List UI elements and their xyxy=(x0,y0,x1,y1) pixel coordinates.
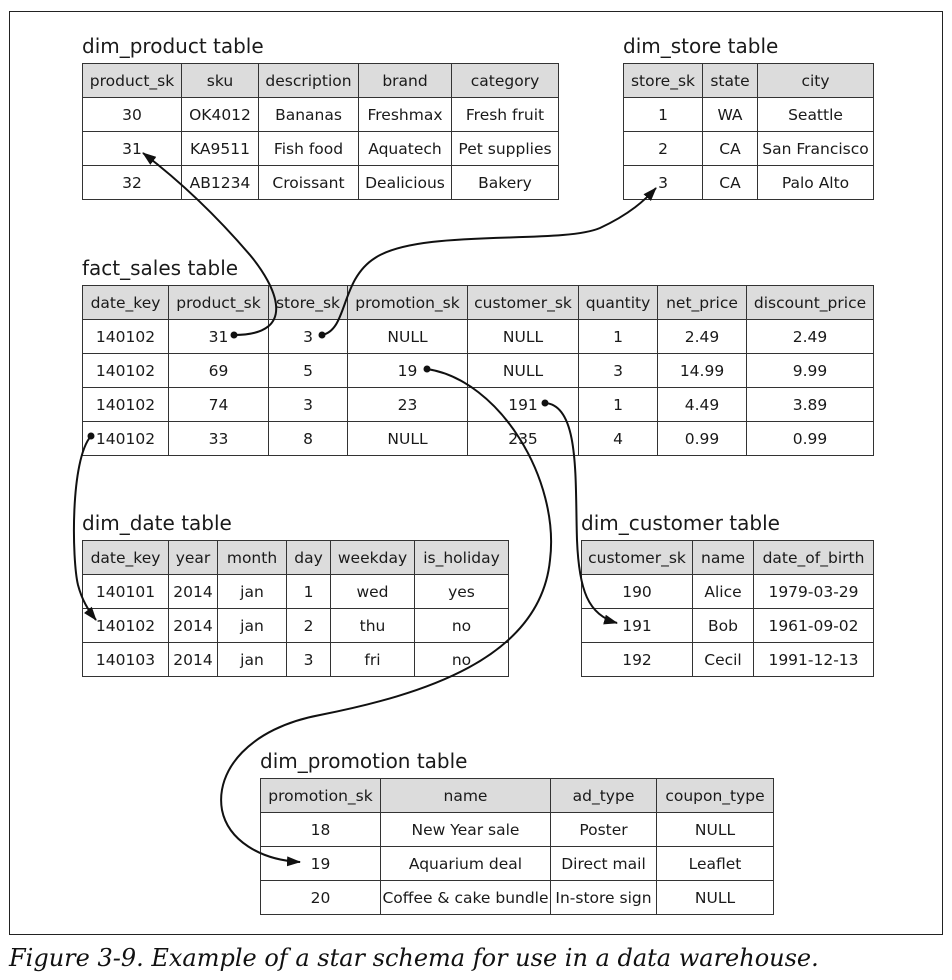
fact-sales-cell: 9.99 xyxy=(747,354,874,388)
dim-promotion-cell: NULL xyxy=(657,881,774,915)
fact-sales-cell: 3 xyxy=(269,320,348,354)
fact-sales-cell: 33 xyxy=(169,422,269,456)
fact-sales-cell: 140102 xyxy=(83,320,169,354)
dim-promotion-cell: In-store sign xyxy=(551,881,657,915)
dim-date-cell: 2 xyxy=(287,609,331,643)
dim-store-header-cell: store_sk xyxy=(624,64,703,98)
dim-promotion-cell: 19 xyxy=(261,847,381,881)
dim-date-cell: jan xyxy=(218,575,287,609)
fact-sales-cell: 5 xyxy=(269,354,348,388)
dim-customer-header-cell: customer_sk xyxy=(582,541,693,575)
arrow-date xyxy=(74,433,96,621)
fact-sales-cell: 2.49 xyxy=(658,320,747,354)
fact-sales-header-cell: quantity xyxy=(579,286,658,320)
dim-product-header-cell: category xyxy=(452,64,559,98)
dim-product-header-cell: description xyxy=(259,64,359,98)
dim-product-cell: Croissant xyxy=(259,166,359,200)
dim-customer-header-cell: date_of_birth xyxy=(754,541,874,575)
dim-customer-cell: 1961-09-02 xyxy=(754,609,874,643)
dim-store-cell: San Francisco xyxy=(758,132,874,166)
dim-product-title: dim_product table xyxy=(82,34,264,58)
dim-promotion-cell: Poster xyxy=(551,813,657,847)
arrow-store xyxy=(319,188,657,339)
dim-date-cell: no xyxy=(415,609,509,643)
dim-date-cell: fri xyxy=(331,643,415,677)
fact-sales-cell: 4.49 xyxy=(658,388,747,422)
fact-sales-cell: 4 xyxy=(579,422,658,456)
fact-sales-header-cell: date_key xyxy=(83,286,169,320)
dim-store-cell: CA xyxy=(703,166,758,200)
dim-promotion-header-cell: ad_type xyxy=(551,779,657,813)
dim-store-header-cell: state xyxy=(703,64,758,98)
dim-product-header-cell: brand xyxy=(359,64,452,98)
fact-sales-cell: 1 xyxy=(579,320,658,354)
dim-product-cell: Fresh fruit xyxy=(452,98,559,132)
dim-store-cell: 2 xyxy=(624,132,703,166)
dim-product-header-cell: product_sk xyxy=(83,64,182,98)
dim-promotion-cell: 20 xyxy=(261,881,381,915)
dim-date-cell: 140103 xyxy=(83,643,169,677)
dim-date-header-cell: weekday xyxy=(331,541,415,575)
fact-sales-cell: 14.99 xyxy=(658,354,747,388)
dim-promotion-cell: 18 xyxy=(261,813,381,847)
dim-product-cell: Dealicious xyxy=(359,166,452,200)
fact-sales-cell: NULL xyxy=(348,422,468,456)
fact-sales-cell: 140102 xyxy=(83,388,169,422)
fact-sales-cell: 3 xyxy=(269,388,348,422)
dim-date-cell: jan xyxy=(218,643,287,677)
dim-product-cell: 32 xyxy=(83,166,182,200)
dim-customer-cell: 190 xyxy=(582,575,693,609)
fact-sales-header-cell: store_sk xyxy=(269,286,348,320)
fact-sales-cell: NULL xyxy=(468,320,579,354)
dim-product-cell: Fish food xyxy=(259,132,359,166)
dim-product-cell: 31 xyxy=(83,132,182,166)
fact-sales-title: fact_sales table xyxy=(82,256,239,280)
fact-sales-cell: 74 xyxy=(169,388,269,422)
dim-product-cell: Aquatech xyxy=(359,132,452,166)
dim-store-cell: Palo Alto xyxy=(758,166,874,200)
dim-customer-cell: Alice xyxy=(693,575,754,609)
dim-date-header-cell: month xyxy=(218,541,287,575)
dim-date-cell: 140101 xyxy=(83,575,169,609)
dim-promotion-cell: Aquarium deal xyxy=(381,847,551,881)
dim-store-cell: 3 xyxy=(624,166,703,200)
dim-promotion-cell: New Year sale xyxy=(381,813,551,847)
dim-date-title: dim_date table xyxy=(82,511,232,535)
dim-date-cell: 3 xyxy=(287,643,331,677)
dim-date-header-cell: is_holiday xyxy=(415,541,509,575)
fact-sales-header-cell: customer_sk xyxy=(468,286,579,320)
dim-store-header-cell: city xyxy=(758,64,874,98)
dim-customer-cell: 1991-12-13 xyxy=(754,643,874,677)
dim-product-cell: Freshmax xyxy=(359,98,452,132)
fact-sales-cell: 1 xyxy=(579,388,658,422)
dim-customer-title: dim_customer table xyxy=(581,511,780,535)
fact-sales-header-cell: discount_price xyxy=(747,286,874,320)
dim-date-cell: 140102 xyxy=(83,609,169,643)
dim-customer-cell: Bob xyxy=(693,609,754,643)
fact-sales-cell: 31 xyxy=(169,320,269,354)
dim-product-cell: 30 xyxy=(83,98,182,132)
dim-customer-cell: Cecil xyxy=(693,643,754,677)
dim-date-cell: 1 xyxy=(287,575,331,609)
fact-sales-cell: 2.49 xyxy=(747,320,874,354)
fact-sales-cell: 140102 xyxy=(83,354,169,388)
arrow-customer-line xyxy=(545,403,617,623)
fact-sales-header-cell: promotion_sk xyxy=(348,286,468,320)
fact-sales-header-cell: product_sk xyxy=(169,286,269,320)
dim-promotion-cell: Coffee & cake bundle xyxy=(381,881,551,915)
dim-promotion-title: dim_promotion table xyxy=(260,749,468,773)
dim-date-cell: wed xyxy=(331,575,415,609)
dim-date-header-cell: year xyxy=(169,541,218,575)
fact-sales-cell: 235 xyxy=(468,422,579,456)
dim-store-title: dim_store table xyxy=(623,34,779,58)
fact-sales-cell: 69 xyxy=(169,354,269,388)
dim-customer-cell: 192 xyxy=(582,643,693,677)
fact-sales-cell: 0.99 xyxy=(747,422,874,456)
dim-promotion-header-cell: promotion_sk xyxy=(261,779,381,813)
dim-date-header-cell: day xyxy=(287,541,331,575)
dim-promotion-cell: Leaflet xyxy=(657,847,774,881)
dim-date-header-cell: date_key xyxy=(83,541,169,575)
dim-date-cell: 2014 xyxy=(169,609,218,643)
dim-customer-cell: 1979-03-29 xyxy=(754,575,874,609)
dim-promotion-header-cell: name xyxy=(381,779,551,813)
dim-promotion-cell: NULL xyxy=(657,813,774,847)
dim-promotion-header-cell: coupon_type xyxy=(657,779,774,813)
fact-sales-cell: 191 xyxy=(468,388,579,422)
dim-product-cell: OK4012 xyxy=(182,98,259,132)
fact-sales-cell: 3.89 xyxy=(747,388,874,422)
fact-sales-cell: NULL xyxy=(468,354,579,388)
fact-sales-header-cell: net_price xyxy=(658,286,747,320)
fact-sales-cell: NULL xyxy=(348,320,468,354)
dim-store-cell: Seattle xyxy=(758,98,874,132)
dim-customer-cell: 191 xyxy=(582,609,693,643)
fact-sales-cell: 8 xyxy=(269,422,348,456)
arrow-product-line xyxy=(143,153,276,335)
dim-product-header-cell: sku xyxy=(182,64,259,98)
dim-product-cell: KA9511 xyxy=(182,132,259,166)
dim-promotion-cell: Direct mail xyxy=(551,847,657,881)
fact-sales-cell: 0.99 xyxy=(658,422,747,456)
dim-date-cell: jan xyxy=(218,609,287,643)
arrow-promotion xyxy=(221,366,551,863)
arrow-customer xyxy=(542,400,618,624)
dim-product-cell: Pet supplies xyxy=(452,132,559,166)
arrow-product xyxy=(143,153,276,339)
dim-date-cell: 2014 xyxy=(169,575,218,609)
dim-date-cell: yes xyxy=(415,575,509,609)
fact-sales-cell: 3 xyxy=(579,354,658,388)
dim-store-cell: 1 xyxy=(624,98,703,132)
dim-date-cell: no xyxy=(415,643,509,677)
fact-sales-cell: 140102 xyxy=(83,422,169,456)
arrow-date-line xyxy=(74,436,96,620)
arrow-store-line xyxy=(322,188,656,335)
dim-product-cell: Bananas xyxy=(259,98,359,132)
dim-customer-header-cell: name xyxy=(693,541,754,575)
fact-sales-cell: 19 xyxy=(348,354,468,388)
dim-product-cell: Bakery xyxy=(452,166,559,200)
dim-store-cell: CA xyxy=(703,132,758,166)
arrow-promotion-line xyxy=(221,369,551,862)
dim-product-cell: AB1234 xyxy=(182,166,259,200)
dim-date-cell: 2014 xyxy=(169,643,218,677)
fact-sales-cell: 23 xyxy=(348,388,468,422)
dim-store-cell: WA xyxy=(703,98,758,132)
figure-caption: Figure 3-9. Example of a star schema for use in a data warehouse. xyxy=(9,944,819,972)
dim-date-cell: thu xyxy=(331,609,415,643)
